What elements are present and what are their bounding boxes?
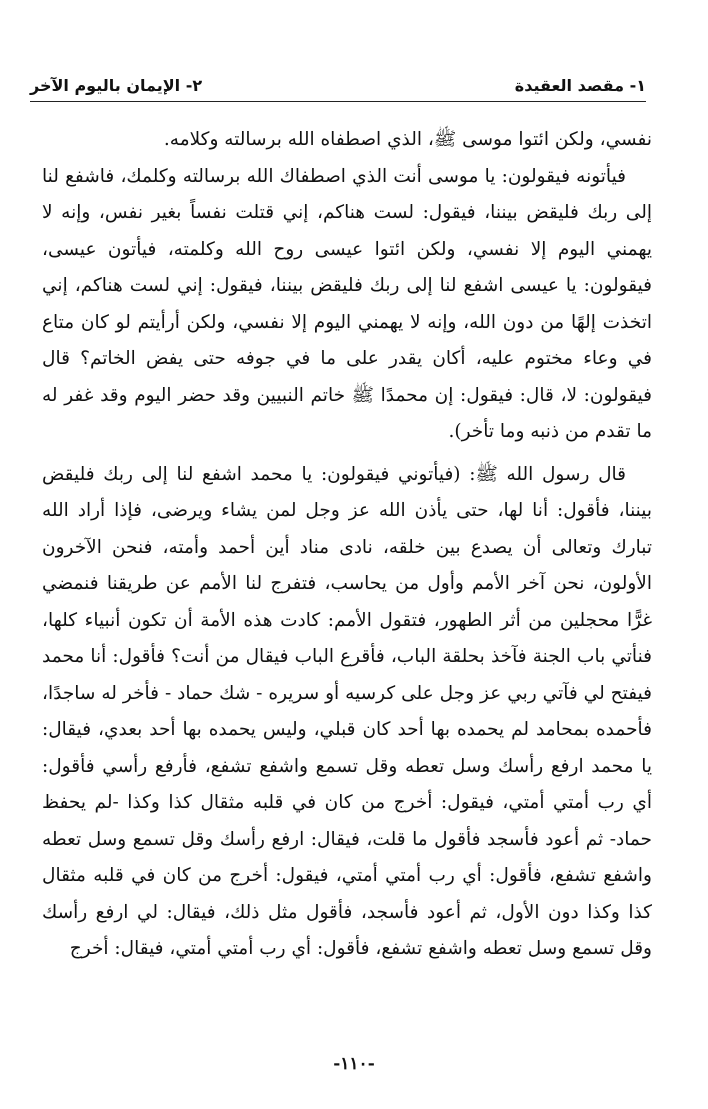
paragraph: قال رسول الله ﷺ: (فيأتوني فيقولون: يا محمد اشفع لنا إلى ربك فليقض بيننا، فأقول: أنا لها، حتى يأذن الله عز وجل لمن يشاء ويرضى، فإذا أراد الله تبارك وتعالى أن يصدع بين خلقه، نادى مناد أين أحمد وأمته، فنحن الآخرون الأولون، نحن آخر الأمم وأول من يحاسب، فتفرج لنا الأمم عن طريقنا فنمضي غرًّا محجلين من أثر الطهور، فتقول الأمم: كادت هذه الأمة أن تكون أنبياء كلها، فنأتي باب الجنة فآخذ بحلقة الباب، فأقرع الباب فيقال من أنت؟ فأقول: أنا محمد فيفتح لي فآتي ربي عز وجل على كرسيه أو سريره - شك حماد - فأخر له ساجدًا، فأحمده بمحامد لم يحمده بها أحد كان قبلي، وليس يحمده بها أحد بعدي، فيقال: يا محمد ارفع رأسك وسل تعطه وقل تسمع واشفع تشفع، فأرفع رأسي فأقول: أي رب أمتي أمتي، فيقول: أخرج من كان في قلبه مثقال كذا وكذا -لم يحفظ حماد- ثم أعود فأسجد فأقول ما قلت، فيقال: ارفع رأسك وقل تسمع وسل تعطه واشفع تشفع، فأقول: أي رب أمتي أمتي، فيقول: أخرج من كان في قلبه مثقال كذا وكذا دون الأول، ثم أعود فأسجد، فأقول مثل ذلك، فيقال: لي ارفع رأسك وقل تسمع وسل تعطه واشفع تشفع، فأقول: أي رب أمتي أمتي، فيقال: أخرج (42, 463, 652, 959)
section-title: ٢- الإيمان باليوم الآخر (30, 75, 203, 95)
page-number: -١١٠- (333, 1054, 375, 1074)
body-text (42, 122, 652, 968)
paragraph: نفسي، ولكن ائتوا موسى ﷺ، الذي اصطفاه الله برسالته وكلامه. (163, 129, 652, 150)
chapter-title: ١- مقصد العقيدة (514, 75, 646, 95)
paragraph: فيأتونه فيقولون: يا موسى أنت الذي اصطفاك الله برسالته وكلمك، فاشفع لنا إلى ربك فليقض بيننا، فيقول: لست هناكم، إني قتلت نفساً بغير نفس، وإنه لا يهمني اليوم إلا نفسي، ولكن ائتوا عيسى روح الله وكلمته، فيأتون عيسى، فيقولون: يا عيسى اشفع لنا إلى ربك فليقض بيننا، فيقول: إني لست هناكم، إني اتخذت إلهًا من دون الله، وإنه لا يهمني اليوم إلا نفسي، ولكن أرأيتم لو كان متاع في وعاء مختوم عليه، أكان يقدر على ما في جوفه حتى يفض الخاتم؟ قال فيقولون: لا، قال: فيقول: إن محمدًا ﷺ خاتم النبيين وقد حضر اليوم وقد غفر له ما تقدم من ذنبه وما تأخر). (42, 165, 652, 442)
header-rule (30, 101, 646, 102)
running-header (30, 70, 646, 100)
